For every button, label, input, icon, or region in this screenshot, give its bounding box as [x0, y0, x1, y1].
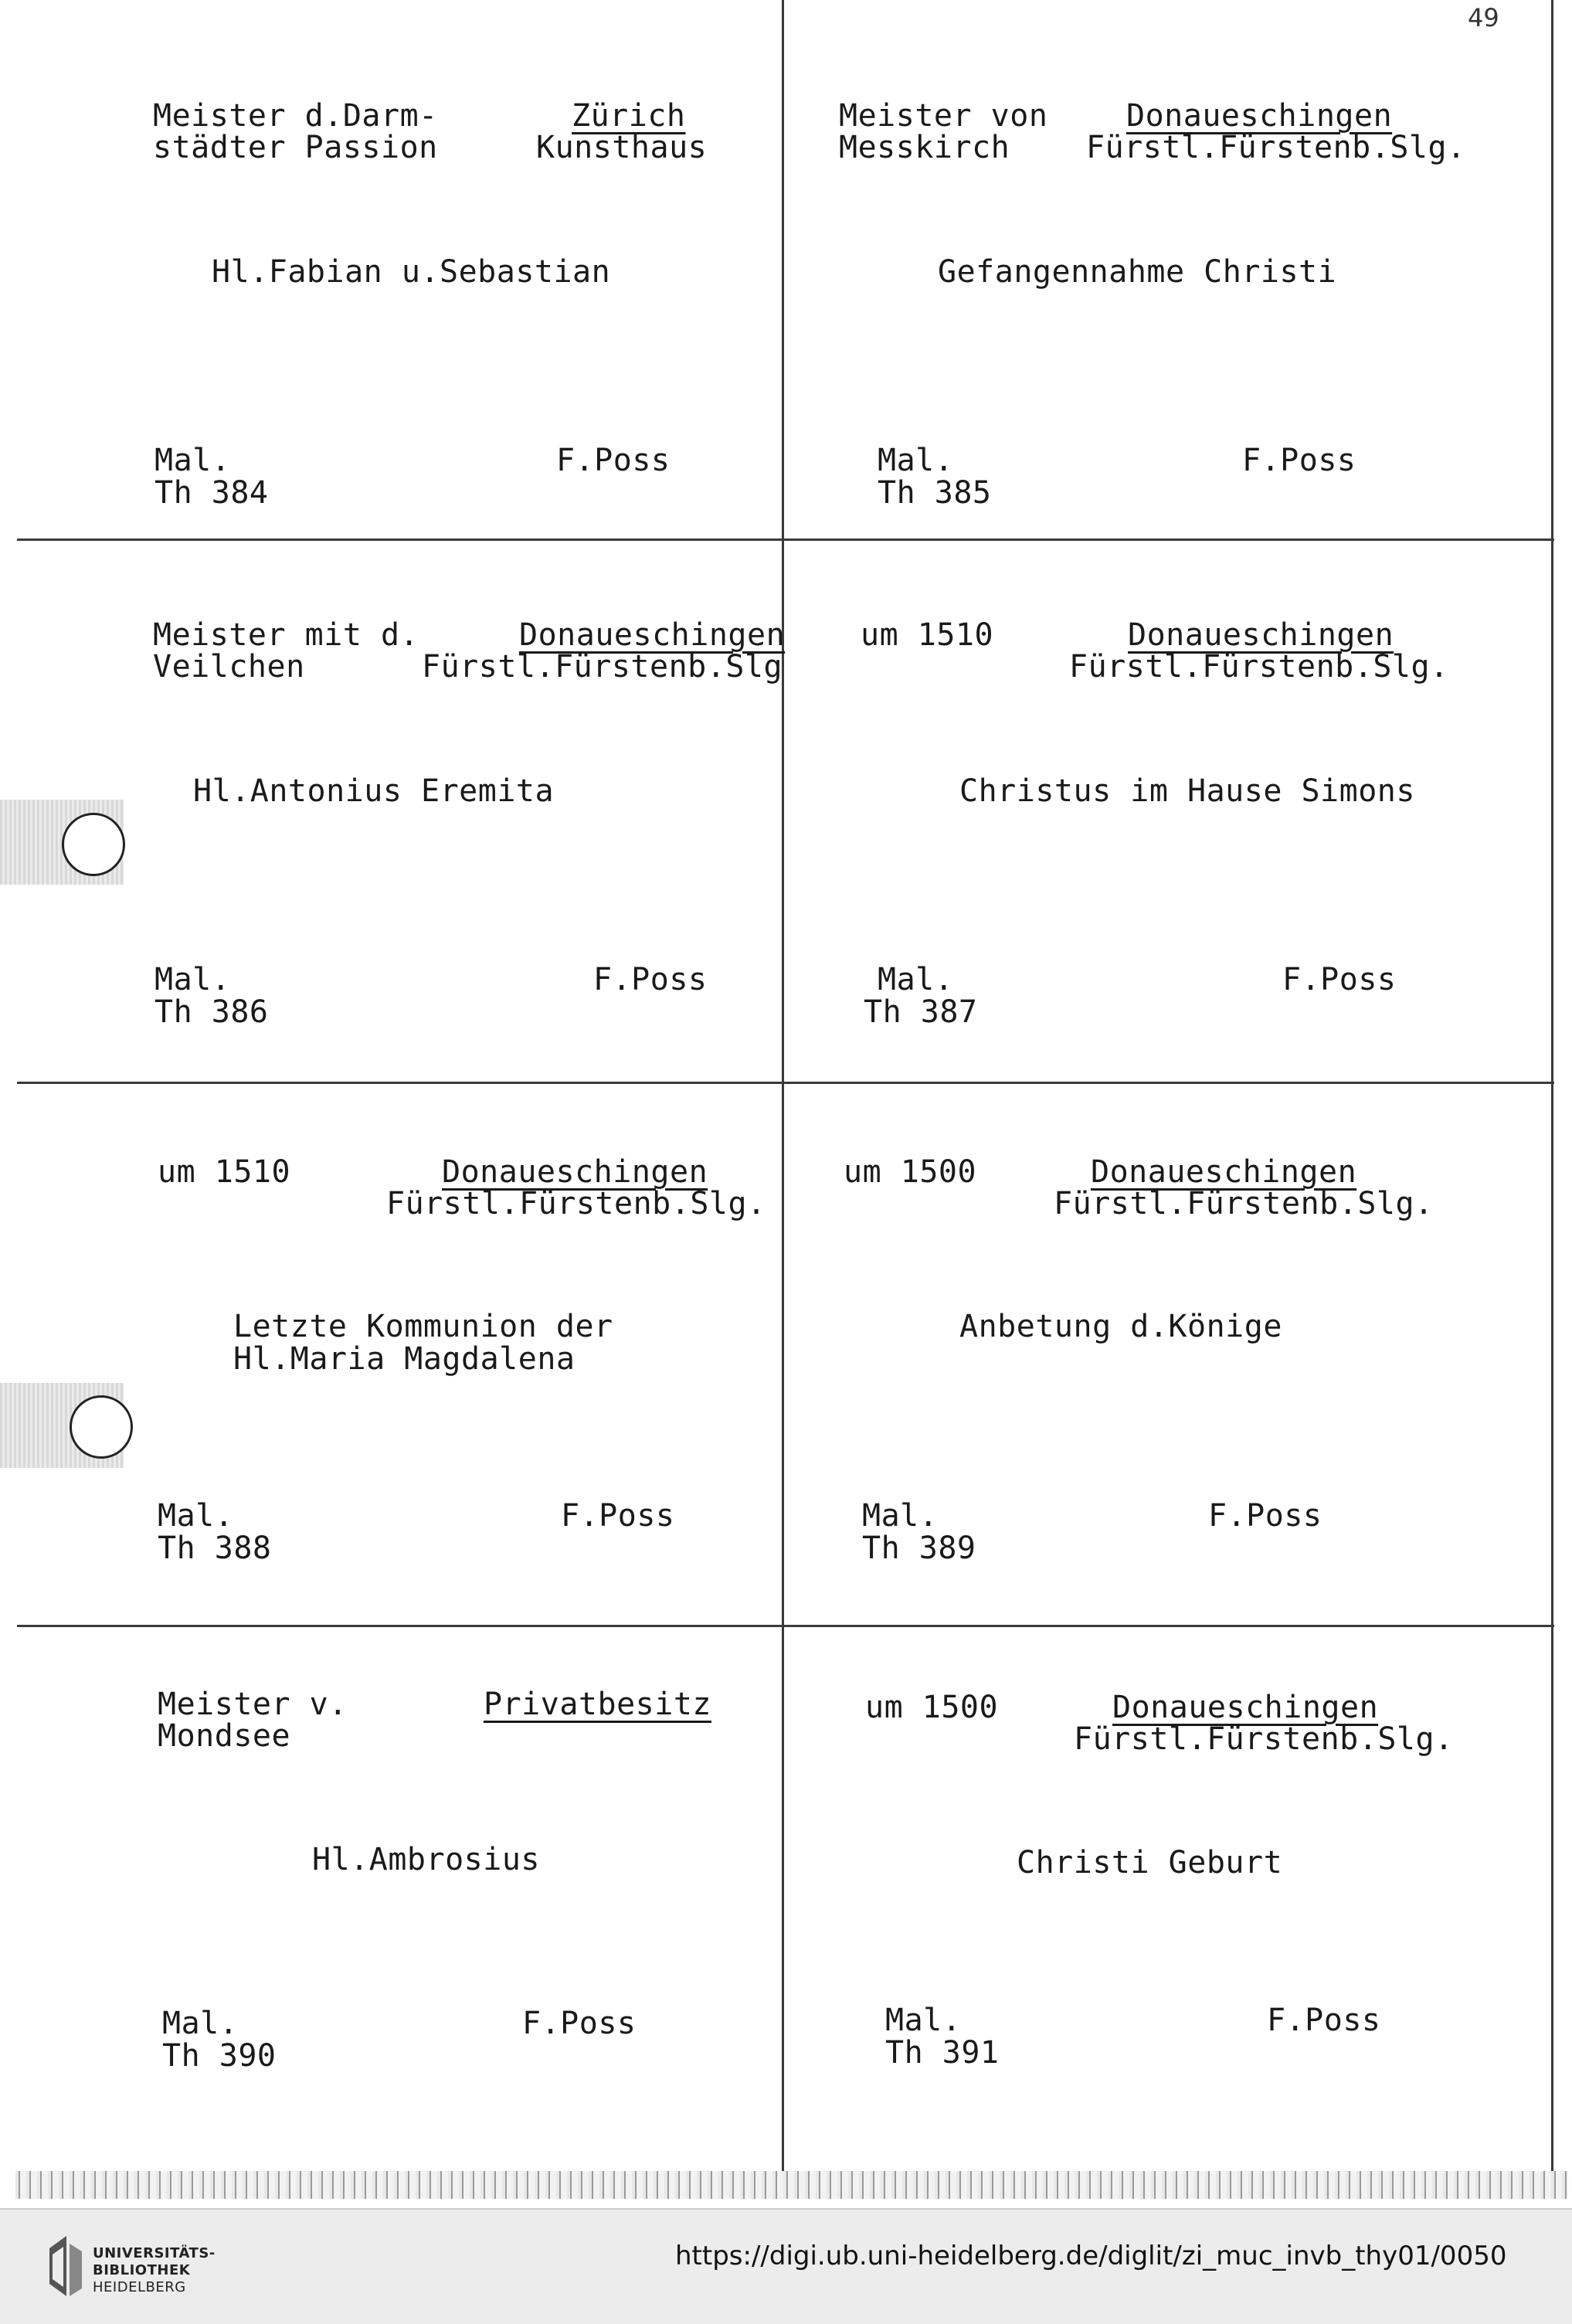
photographer: F.Poss: [1242, 443, 1356, 478]
location-line: Donaueschingen: [442, 1154, 708, 1190]
photographer: F.Poss: [1208, 1498, 1322, 1534]
row-divider-3: [17, 1625, 1554, 1627]
inventory-number: Th 386: [154, 994, 269, 1030]
viewer-footer: [0, 2208, 1572, 2324]
location-line: Donaueschingen: [1128, 617, 1394, 653]
location-line: Zürich: [572, 98, 686, 134]
artwork-title: Hl.Fabian u.Sebastian: [212, 254, 611, 290]
location-line: Fürstl.Fürstenb.Slg: [422, 649, 783, 685]
row-divider-2: [17, 1082, 1554, 1084]
library-name-line: UNIVERSITÄTS-: [93, 2245, 216, 2261]
artwork-title: Hl.Ambrosius: [312, 1842, 540, 1877]
artist-line: Meister v.: [158, 1687, 348, 1722]
location-line: Fürstl.Fürstenb.Slg.: [386, 1186, 766, 1221]
column-divider: [782, 0, 784, 2175]
location-line: Kunsthaus: [536, 130, 708, 165]
artist-line: um 1510: [861, 617, 994, 653]
inventory-number: Th 384: [154, 475, 269, 511]
artist-line: Mondsee: [158, 1718, 291, 1754]
medium-label: Mal.: [878, 443, 954, 478]
artist-line: Veilchen: [153, 649, 305, 685]
photographer: F.Poss: [561, 1498, 675, 1534]
library-name-line: BIBLIOTHEK: [93, 2262, 191, 2278]
inventory-number: Th 388: [158, 1531, 272, 1566]
location-line: Fürstl.Fürstenb.Slg.: [1074, 1721, 1454, 1757]
artist-line: Meister d.Darm-: [153, 98, 438, 134]
medium-label: Mal.: [154, 443, 231, 478]
inventory-number: Th 391: [885, 2035, 1000, 2071]
source-url-link[interactable]: https://digi.ub.uni-heidelberg.de/diglit/zi_muc_invb_thy01/0050: [675, 2241, 1507, 2271]
photographer: F.Poss: [556, 443, 671, 478]
location-line: Fürstl.Fürstenb.Slg.: [1086, 130, 1466, 165]
location-line: Donaueschingen: [519, 617, 786, 653]
inventory-number: Th 387: [864, 994, 978, 1030]
binder-ring-icon: [70, 1395, 133, 1459]
photographer: F.Poss: [1267, 2003, 1381, 2038]
inventory-number: Th 385: [878, 475, 992, 511]
artwork-title: Gefangennahme Christi: [938, 254, 1337, 290]
library-name-line: HEIDELBERG: [93, 2279, 186, 2295]
row-divider-1: [17, 539, 1554, 541]
medium-label: Mal.: [158, 1498, 234, 1534]
artwork-title: Letzte Kommunion der: [233, 1309, 613, 1344]
artist-line: Meister von: [839, 98, 1048, 134]
artwork-title: Hl.Antonius Eremita: [193, 773, 555, 809]
photographer: F.Poss: [593, 962, 708, 997]
medium-label: Mal.: [862, 1498, 939, 1534]
photographer: F.Poss: [1282, 962, 1397, 997]
location-line: Donaueschingen: [1126, 98, 1393, 134]
location-line: Fürstl.Fürstenb.Slg.: [1069, 649, 1449, 685]
right-border: [1551, 0, 1553, 2175]
inventory-number: Th 389: [862, 1531, 976, 1566]
medium-label: Mal.: [878, 962, 954, 997]
medium-label: Mal.: [154, 962, 231, 997]
location-line: Privatbesitz: [484, 1687, 711, 1722]
artwork-title: Christi Geburt: [1017, 1845, 1283, 1881]
artist-line: Messkirch: [839, 130, 1010, 165]
location-line: Donaueschingen: [1112, 1690, 1379, 1725]
artwork-title: Hl.Maria Magdalena: [233, 1341, 575, 1377]
location-line: Fürstl.Fürstenb.Slg.: [1054, 1186, 1434, 1221]
artist-line: um 1500: [844, 1154, 977, 1190]
artist-line: städter Passion: [153, 130, 438, 165]
artist-line: um 1500: [865, 1690, 999, 1725]
artist-line: Meister mit d.: [153, 617, 419, 653]
inventory-number: Th 390: [162, 2038, 277, 2074]
artwork-title: Christus im Hause Simons: [959, 773, 1415, 809]
binder-ring-icon: [62, 813, 125, 876]
photographer: F.Poss: [522, 2006, 637, 2041]
scan-edge-strip: [15, 2171, 1568, 2199]
page-number: 49: [1468, 3, 1499, 32]
medium-label: Mal.: [885, 2003, 962, 2038]
artist-line: um 1510: [158, 1154, 291, 1190]
library-logo-icon: [46, 2233, 85, 2299]
artwork-title: Anbetung d.Könige: [959, 1309, 1282, 1344]
medium-label: Mal.: [162, 2006, 239, 2041]
location-line: Donaueschingen: [1091, 1154, 1357, 1190]
